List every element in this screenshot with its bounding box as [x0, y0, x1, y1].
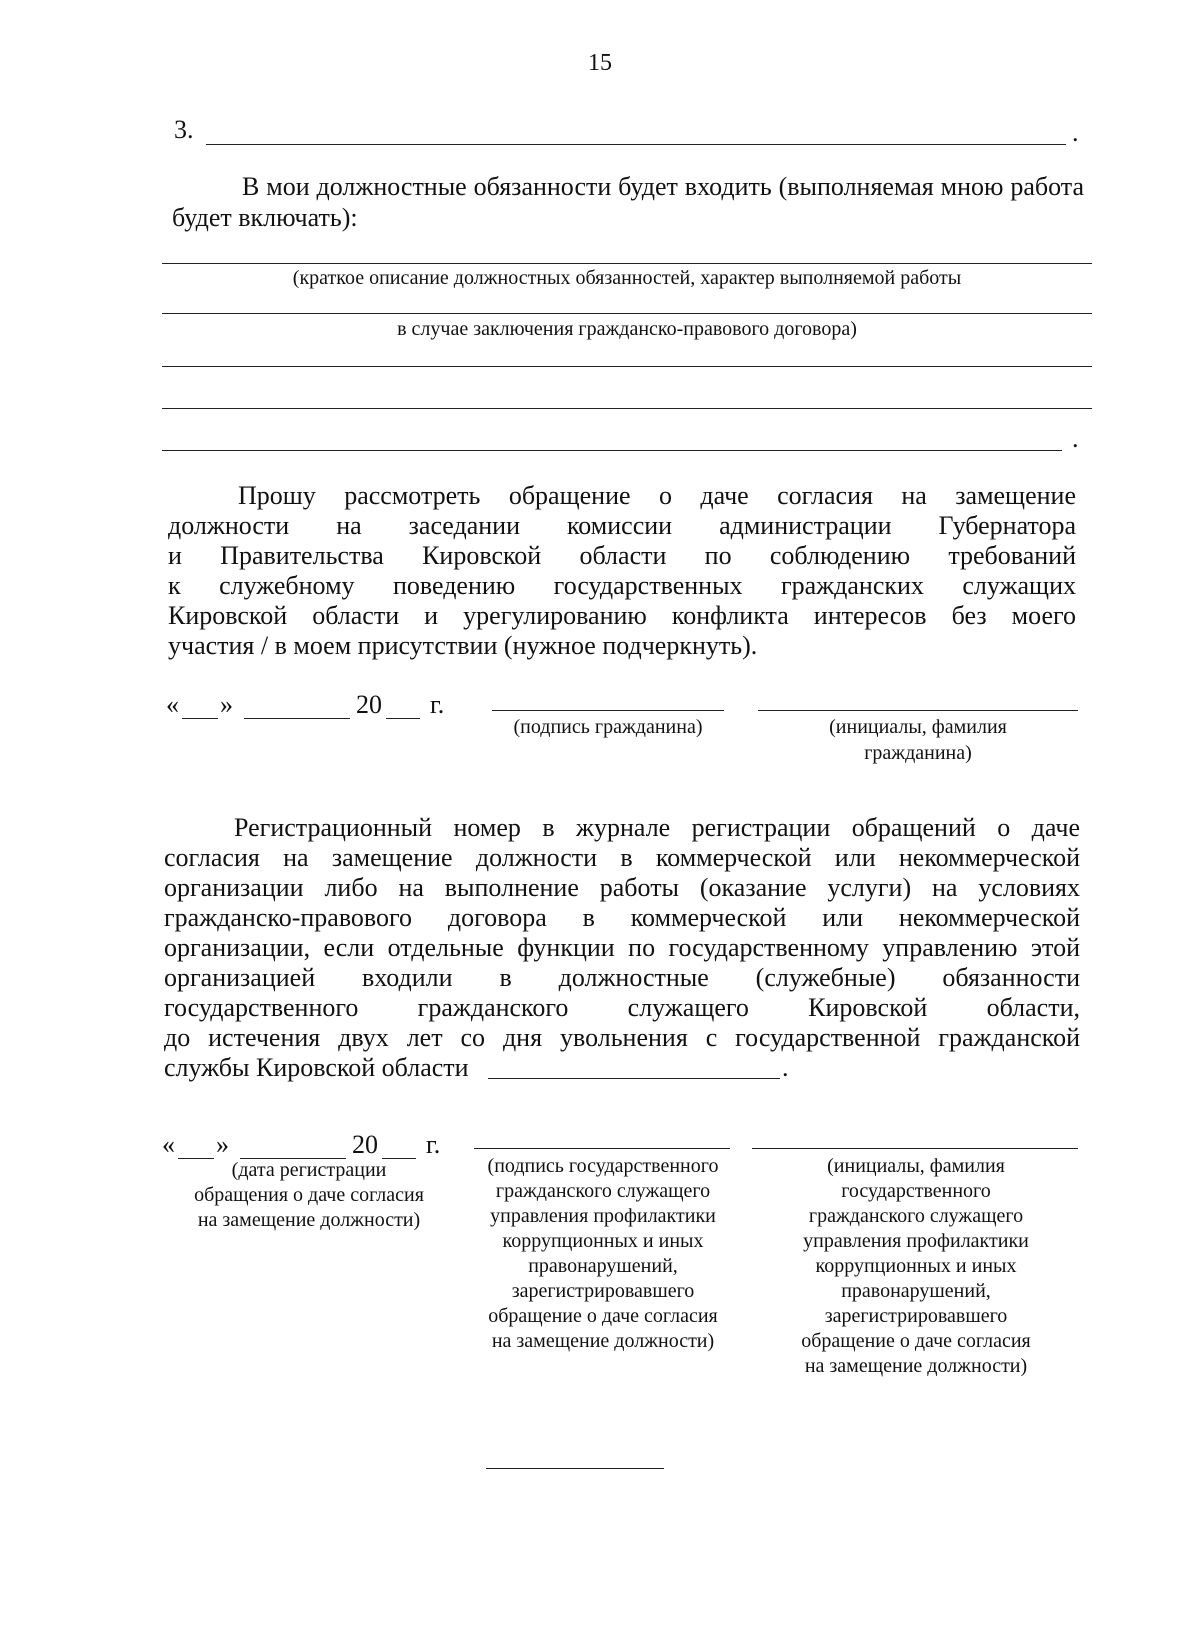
- official-name-caption-line: правонарушений,: [841, 1280, 991, 1302]
- citizen-date-open-quote: «: [166, 690, 179, 719]
- official-name-caption-line: на замещение должности): [804, 1355, 1028, 1377]
- official-date-year-suffix: г.: [426, 1130, 441, 1159]
- duties-line-3[interactable]: [162, 366, 1092, 367]
- page-number: 15: [588, 50, 612, 76]
- official-signature-caption-line: обращение о даче согласия: [488, 1305, 718, 1327]
- official-name-line[interactable]: [752, 1148, 1078, 1149]
- official-name-caption-line: управления профилактики: [803, 1230, 1029, 1252]
- request-line: Кировской области и урегулированию конфликта интересов без моего: [168, 601, 1076, 630]
- registration-end: .: [782, 1053, 789, 1082]
- request-line: Прошу рассмотреть обращение о даче согласия на замещение: [238, 481, 1076, 510]
- request-line: участия / в моем присутствии (нужное подчеркнуть).: [168, 631, 758, 660]
- citizen-signature-line[interactable]: [492, 710, 724, 711]
- duties-line-2[interactable]: [162, 313, 1092, 314]
- duties-line-1[interactable]: [162, 263, 1092, 264]
- citizen-date-year-prefix: 20: [356, 690, 382, 719]
- citizen-date-month-line[interactable]: [244, 718, 350, 719]
- official-date-year-prefix: 20: [352, 1130, 378, 1159]
- citizen-name-line[interactable]: [758, 710, 1078, 711]
- official-signature-caption-line: коррупционных и иных: [502, 1230, 704, 1252]
- registration-line: организацией входили в должностные (служебные) обязанности: [164, 963, 1080, 992]
- citizen-date-year-line[interactable]: [386, 718, 420, 719]
- registration-line: государственного гражданского служащего Кировской области,: [164, 993, 1080, 1022]
- request-line: и Правительства Кировской области по соблюдению требований: [168, 541, 1076, 570]
- official-signature-caption-line: (подпись государственного: [487, 1155, 719, 1177]
- official-signature-caption-line: зарегистрировавшего: [511, 1280, 695, 1302]
- official-signature-caption-line: управления профилактики: [490, 1205, 716, 1227]
- item-3-end: .: [1072, 118, 1079, 147]
- duties-intro: В мои должностные обязанности будет входить (выполняемая мною работа будет включать):: [172, 172, 1084, 232]
- item-3-number: 3.: [174, 115, 194, 144]
- citizen-signature-caption: (подпись гражданина): [513, 716, 703, 738]
- citizen-name-caption-2: гражданина): [864, 742, 972, 764]
- official-signature-caption-line: на замещение должности): [491, 1330, 715, 1352]
- official-name-caption-line: коррупционных и иных: [815, 1255, 1017, 1277]
- registration-line: гражданско-правового договора в коммерческой или некоммерческой: [164, 903, 1080, 932]
- official-date-open-quote: «: [162, 1130, 175, 1159]
- registration-line: Регистрационный номер в журнале регистрации обращений о даче: [234, 813, 1080, 842]
- citizen-date-day-line[interactable]: [182, 718, 218, 719]
- official-name-caption-line: (инициалы, фамилия: [827, 1155, 1005, 1177]
- duties-line-4[interactable]: [162, 408, 1092, 409]
- duties-caption-1: (краткое описание должностных обязанностей, характер выполняемой работы: [292, 267, 962, 289]
- registration-last-line: службы Кировской области: [164, 1053, 469, 1082]
- official-name-caption-line: государственного: [841, 1180, 991, 1202]
- citizen-date-close-quote: »: [220, 690, 233, 719]
- document-end-separator: [486, 1468, 664, 1469]
- duties-end: .: [1072, 424, 1079, 453]
- official-name-caption-line: зарегистрировавшего: [824, 1305, 1008, 1327]
- official-signature-line[interactable]: [474, 1148, 730, 1149]
- official-name-caption-line: обращение о даче согласия: [801, 1330, 1031, 1352]
- registration-line: до истечения двух лет со дня увольнения с государственной гражданской: [164, 1023, 1080, 1052]
- registration-line: организации, если отдельные функции по государственному управлению этой: [164, 933, 1080, 962]
- request-line: должности на заседании комиссии администрации Губернатора: [168, 511, 1076, 540]
- item-3-fill-line[interactable]: [206, 144, 1066, 145]
- registration-number-line[interactable]: [488, 1078, 780, 1079]
- duties-caption-2: в случае заключения гражданско-правового договора): [397, 318, 857, 340]
- official-signature-caption-line: правонарушений,: [528, 1255, 678, 1277]
- citizen-name-caption-1: (инициалы, фамилия: [829, 716, 1007, 738]
- duties-line-5[interactable]: [162, 450, 1062, 451]
- official-date-caption-line: (дата регистрации: [231, 1159, 387, 1181]
- official-name-caption-line: гражданского служащего: [808, 1205, 1024, 1227]
- registration-line: организации либо на выполнение работы (оказание услуги) на условиях: [164, 873, 1080, 902]
- official-date-caption-line: на замещение должности): [197, 1209, 421, 1231]
- citizen-date-year-suffix: г.: [430, 690, 445, 719]
- registration-line: согласия на замещение должности в коммерческой или некоммерческой: [164, 843, 1080, 872]
- official-signature-caption-line: гражданского служащего: [495, 1180, 711, 1202]
- official-date-caption-line: обращения о даче согласия: [194, 1184, 424, 1206]
- official-date-close-quote: »: [216, 1130, 229, 1159]
- request-line: к служебному поведению государственных гражданских служащих: [168, 571, 1076, 600]
